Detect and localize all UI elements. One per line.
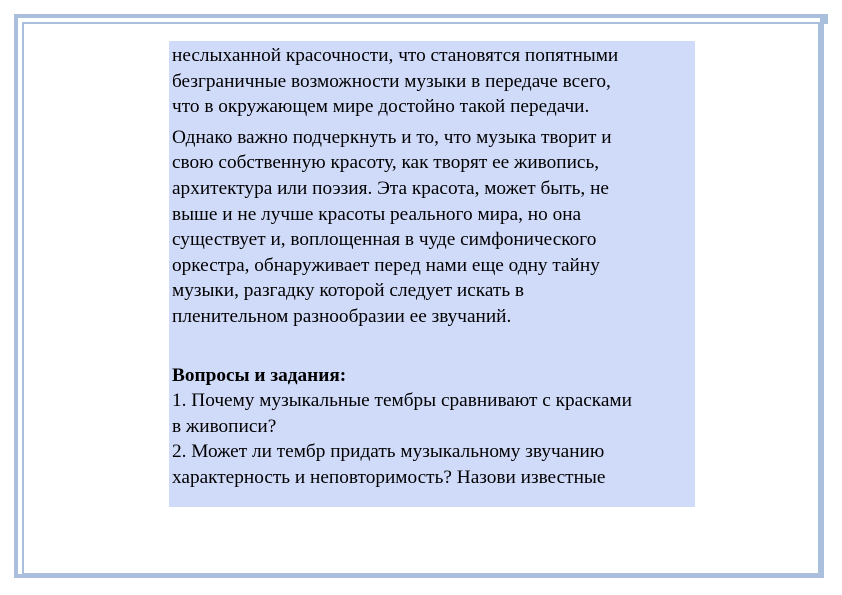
question-1: 1. Почему музыкальные тембры сравнивают с красками в живописи? [172, 390, 632, 437]
slide-frame-corner [818, 14, 828, 24]
paragraph-2: Однако важно подчеркнуть и то, что музыка творит и свою собственную красоту, как творят ее живопись, архитектура или поэзия. Эта красота, может быть, не выше и не лучше красоты реального мира, но она существует и, воплощенная в чуде симфонического оркестра, обнаруживает перед нами еще одну тайну музыки, разгадку которой следует искать в пленительном разнообразии ее звучаний. [172, 126, 612, 327]
text-panel [169, 41, 695, 507]
blank-line [172, 330, 695, 356]
question-2: 2. Может ли тембр придать музыкальному звучанию характерность и неповторимость? Назови известные [172, 441, 606, 488]
questions-heading: Вопросы и задания: [172, 364, 347, 386]
paragraph-1: неслыханной красочности, что становятся попятными безграничные возможности музыки в передаче всего, что в окружающем мире достойно такой передачи. [172, 45, 619, 118]
